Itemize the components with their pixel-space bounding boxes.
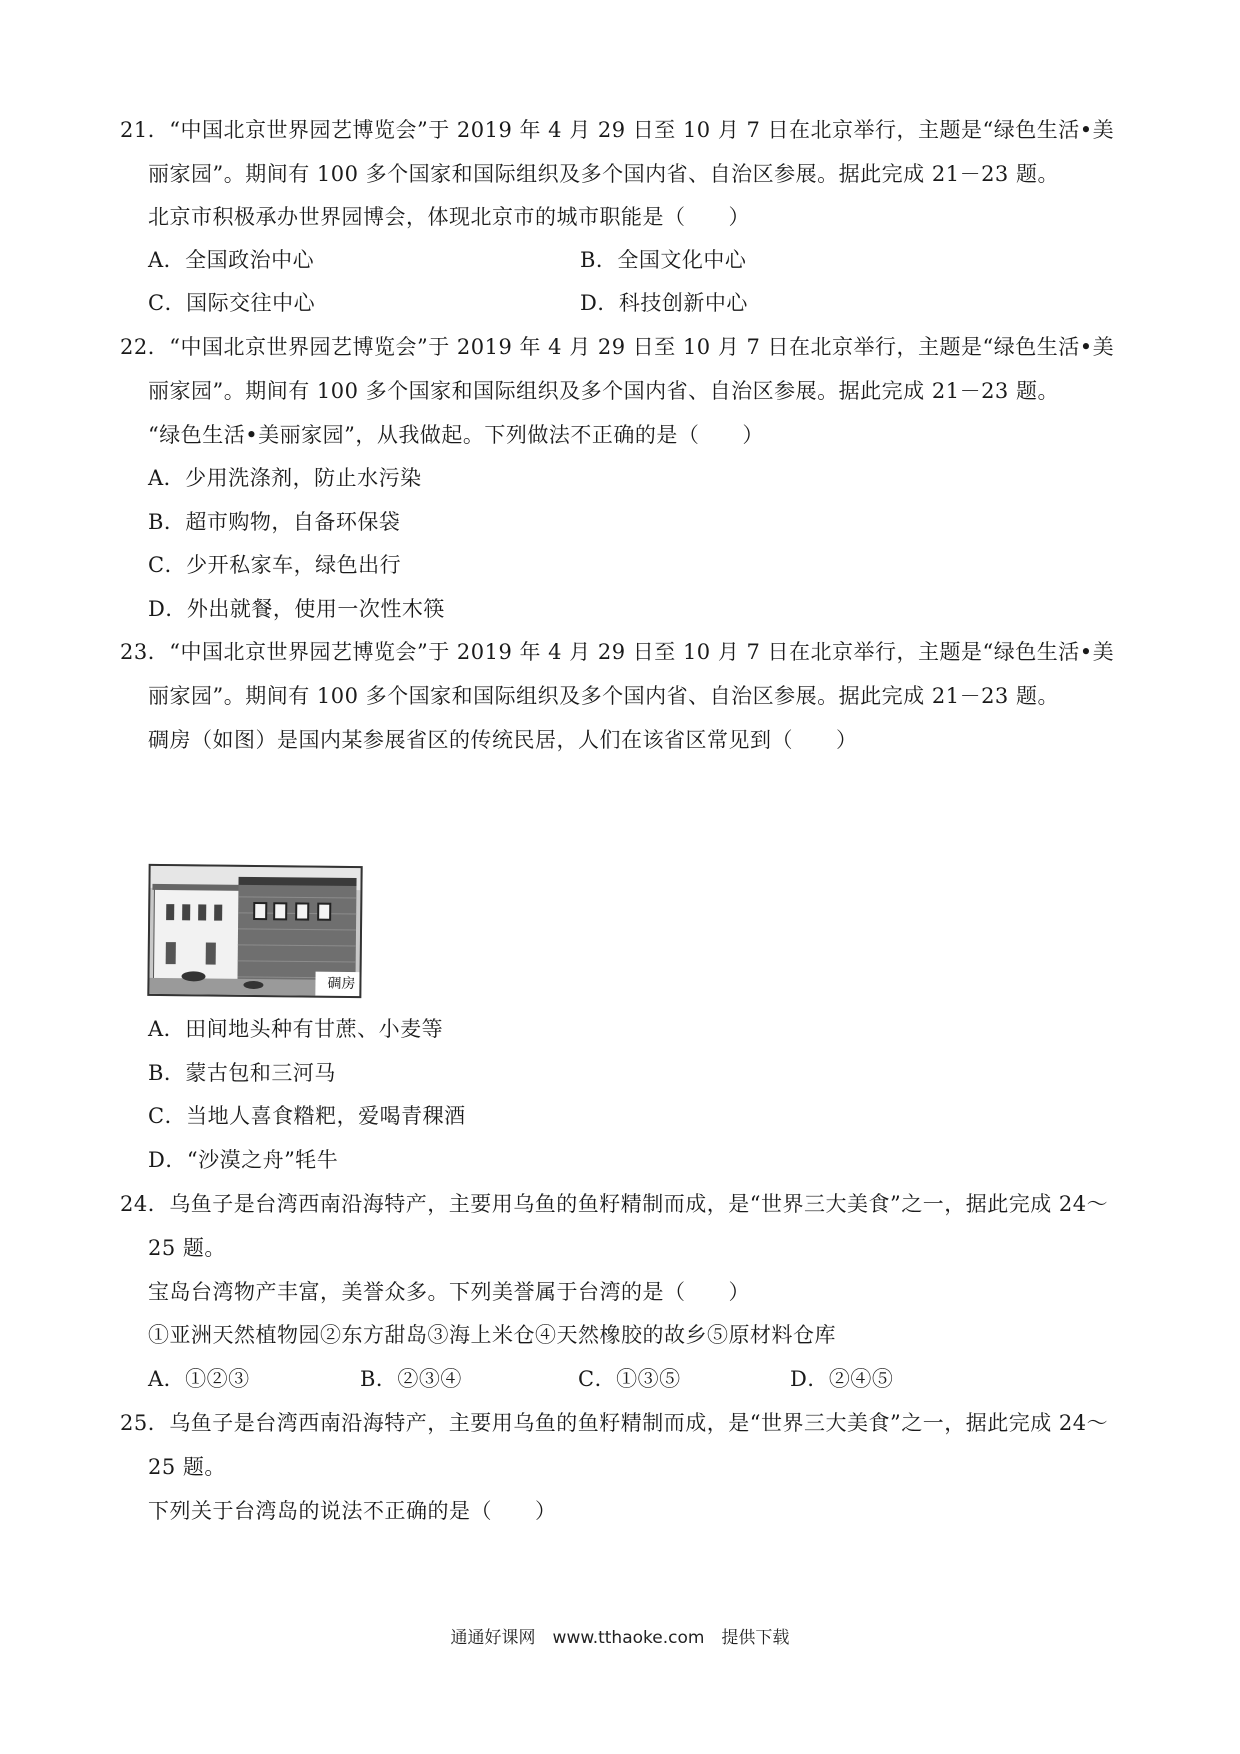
q23-prompt: 碉房（如图）是国内某参展省区的传统民居，人们在该省区常见到（ ） bbox=[148, 728, 858, 752]
q24-prompt: 宝岛台湾物产丰富，美誉众多。下列美誉属于台湾的是（ ） bbox=[148, 1280, 750, 1304]
q25-stem-line2: 25 题。 bbox=[148, 1455, 226, 1479]
q22-stem-line1: 22．“中国北京世界园艺博览会”于 2019 年 4 月 29 日至 10 月 7 日在北京举行，主题是“绿色生活•美 bbox=[120, 335, 1115, 359]
page-footer: 通通好课网 www.tthaoke.com 提供下载 bbox=[450, 1628, 790, 1648]
q23-stem-line1: 23．“中国北京世界园艺博览会”于 2019 年 4 月 29 日至 10 月 7 日在北京举行，主题是“绿色生活•美 bbox=[120, 640, 1115, 664]
q22-option-a: A．少用洗涤剂，防止水污染 bbox=[148, 466, 422, 490]
figure-caption: 碉房 bbox=[327, 975, 356, 993]
q21-prompt: 北京市积极承办世界园博会，体现北京市的城市职能是（ ） bbox=[148, 205, 750, 229]
q21-option-d: D．科技创新中心 bbox=[580, 291, 748, 315]
diaofang-photo bbox=[147, 864, 362, 998]
q23-option-b: B．蒙古包和三河马 bbox=[148, 1061, 336, 1085]
q23-stem-line2: 丽家园”。期间有 100 多个国家和国际组织及多个国内省、自治区参展。据此完成 21－23 题。 bbox=[148, 684, 1059, 708]
q24-stem-line2: 25 题。 bbox=[148, 1236, 226, 1260]
q21-stem-line1: 21．“中国北京世界园艺博览会”于 2019 年 4 月 29 日至 10 月 7 日在北京举行，主题是“绿色生活•美 bbox=[120, 118, 1115, 142]
q21-stem-line2: 丽家园”。期间有 100 多个国家和国际组织及多个国内省、自治区参展。据此完成 21－23 题。 bbox=[148, 162, 1059, 186]
q22-stem-line2: 丽家园”。期间有 100 多个国家和国际组织及多个国内省、自治区参展。据此完成 21－23 题。 bbox=[148, 379, 1059, 403]
q24-list: ①亚洲天然植物园②东方甜岛③海上米仓④天然橡胶的故乡⑤原材料仓库 bbox=[148, 1323, 836, 1347]
q23-option-d: D．“沙漠之舟”牦牛 bbox=[148, 1148, 339, 1172]
q21-option-a: A．全国政治中心 bbox=[148, 248, 315, 272]
q24-option-c: C．①③⑤ bbox=[578, 1367, 681, 1391]
q23-option-c: C．当地人喜食糌粑，爱喝青稞酒 bbox=[148, 1104, 466, 1128]
q24-option-a: A．①②③ bbox=[148, 1367, 250, 1391]
q22-option-b: B．超市购物，自备环保袋 bbox=[148, 510, 401, 534]
q22-prompt: “绿色生活•美丽家园”，从我做起。下列做法不正确的是（ ） bbox=[148, 423, 764, 447]
q25-prompt: 下列关于台湾岛的说法不正确的是（ ） bbox=[148, 1499, 557, 1523]
q24-stem-line1: 24．乌鱼子是台湾西南沿海特产，主要用乌鱼的鱼籽精制而成，是“世界三大美食”之一，据此完成 24～ bbox=[120, 1192, 1109, 1216]
q24-option-d: D．②④⑤ bbox=[790, 1367, 894, 1391]
q24-option-b: B．②③④ bbox=[360, 1367, 462, 1391]
q21-option-b: B．全国文化中心 bbox=[580, 248, 747, 272]
q21-option-c: C．国际交往中心 bbox=[148, 291, 316, 315]
q25-stem-line1: 25．乌鱼子是台湾西南沿海特产，主要用乌鱼的鱼籽精制而成，是“世界三大美食”之一，据此完成 24～ bbox=[120, 1411, 1109, 1435]
q22-option-c: C．少开私家车，绿色出行 bbox=[148, 553, 402, 577]
q22-option-d: D．外出就餐，使用一次性木筷 bbox=[148, 597, 445, 621]
q23-option-a: A．田间地头种有甘蔗、小麦等 bbox=[148, 1017, 444, 1041]
